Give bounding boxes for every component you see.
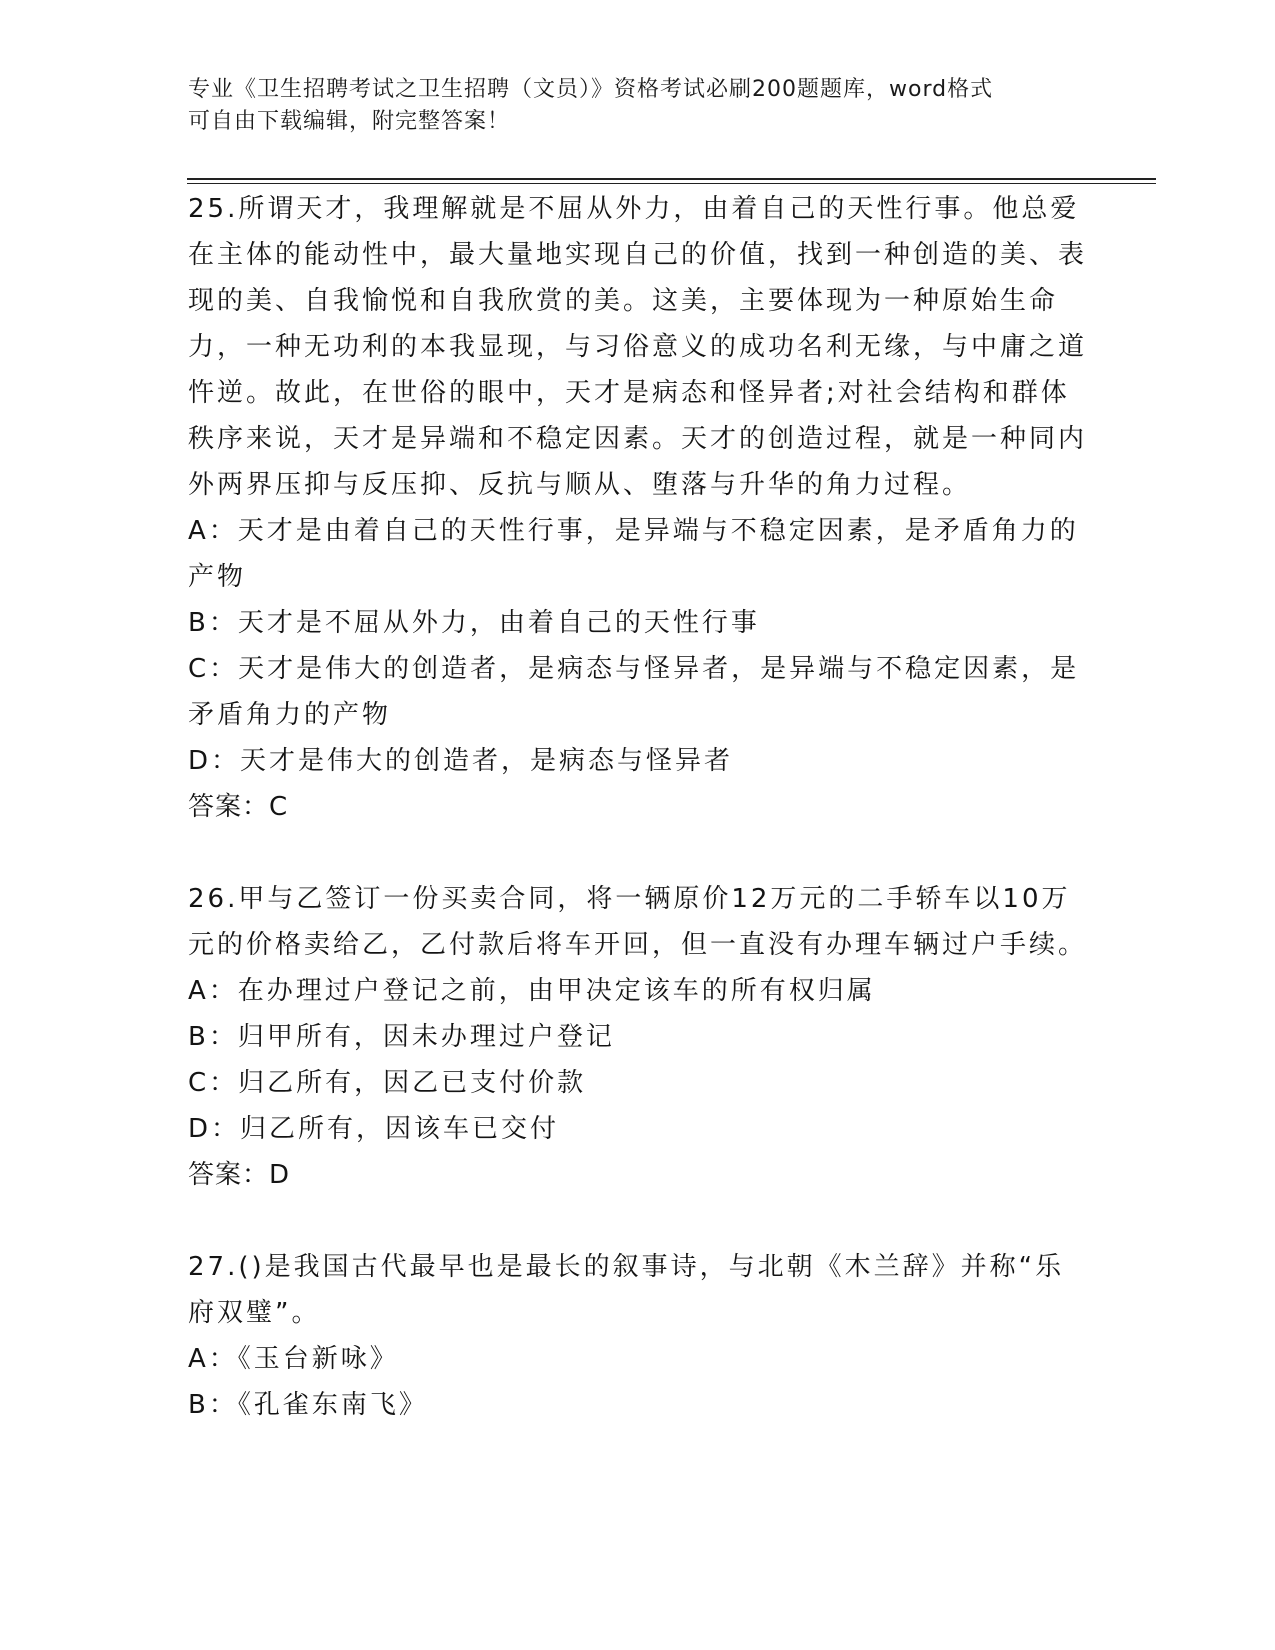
- option-b: B：归甲所有，因未办理过户登记: [188, 1022, 615, 1052]
- header-line-1: 专业《卫生招聘考试之卫生招聘（文员）》资格考试必刷200题题库，word格式: [188, 77, 994, 102]
- option-c: C：天才是伟大的创造者，是病态与怪异者，是异端与不稳定因素，是矛盾角力的产物: [188, 654, 1080, 730]
- answer-line: 答案：C: [188, 792, 289, 822]
- question-26: [188, 876, 1088, 1198]
- header-line-2: 可自由下载编辑，附完整答案！: [188, 109, 511, 134]
- question-27: [188, 1244, 1088, 1428]
- option-b: B：《孔雀东南飞》: [188, 1390, 428, 1420]
- option-d: D：归乙所有，因该车已交付: [188, 1114, 560, 1144]
- header-rule-thick: [187, 178, 1156, 180]
- question-spacer: [188, 1198, 1088, 1244]
- header-rule-thin: [187, 183, 1156, 184]
- option-b: B：天才是不屈从外力，由着自己的天性行事: [188, 608, 760, 638]
- answer-line: 答案：D: [188, 1160, 291, 1190]
- option-d: D：天才是伟大的创造者，是病态与怪异者: [188, 746, 734, 776]
- page-header: [188, 74, 1068, 138]
- question-stem: 26.甲与乙签订一份买卖合同，将一辆原价12万元的二手轿车以10万元的价格卖给乙，乙付款后将车开回，但一直没有办理车辆过户手续。: [188, 884, 1088, 960]
- question-stem: 25.所谓天才，我理解就是不屈从外力，由着自己的天性行事。他总爱在主体的能动性中，最大量地实现自己的价值，找到一种创造的美、表现的美、自我愉悦和自我欣赏的美。这美，主要体现为一种原始生命力，一种无功利的本我显现，与习俗意义的成功名利无缘，与中庸之道忤逆。故此，在世俗的眼中，天才是病态和怪异者;对社会结构和群体秩序来说，天才是异端和不稳定因素。天才的创造过程，就是一种同内外两界压抑与反压抑、反抗与顺从、堕落与升华的角力过程。: [188, 194, 1088, 500]
- option-c: C：归乙所有，因乙已支付价款: [188, 1068, 587, 1098]
- question-25: [188, 186, 1088, 830]
- option-a: A：在办理过户登记之前，由甲决定该车的所有权归属: [188, 976, 876, 1006]
- question-stem: 27.()是我国古代最早也是最长的叙事诗，与北朝《木兰辞》并称“乐府双璧”。: [188, 1252, 1065, 1328]
- question-list: [188, 186, 1088, 1428]
- option-a: A：天才是由着自己的天性行事，是异端与不稳定因素，是矛盾角力的产物: [188, 516, 1079, 592]
- question-spacer: [188, 830, 1088, 876]
- option-a: A：《玉台新咏》: [188, 1344, 399, 1374]
